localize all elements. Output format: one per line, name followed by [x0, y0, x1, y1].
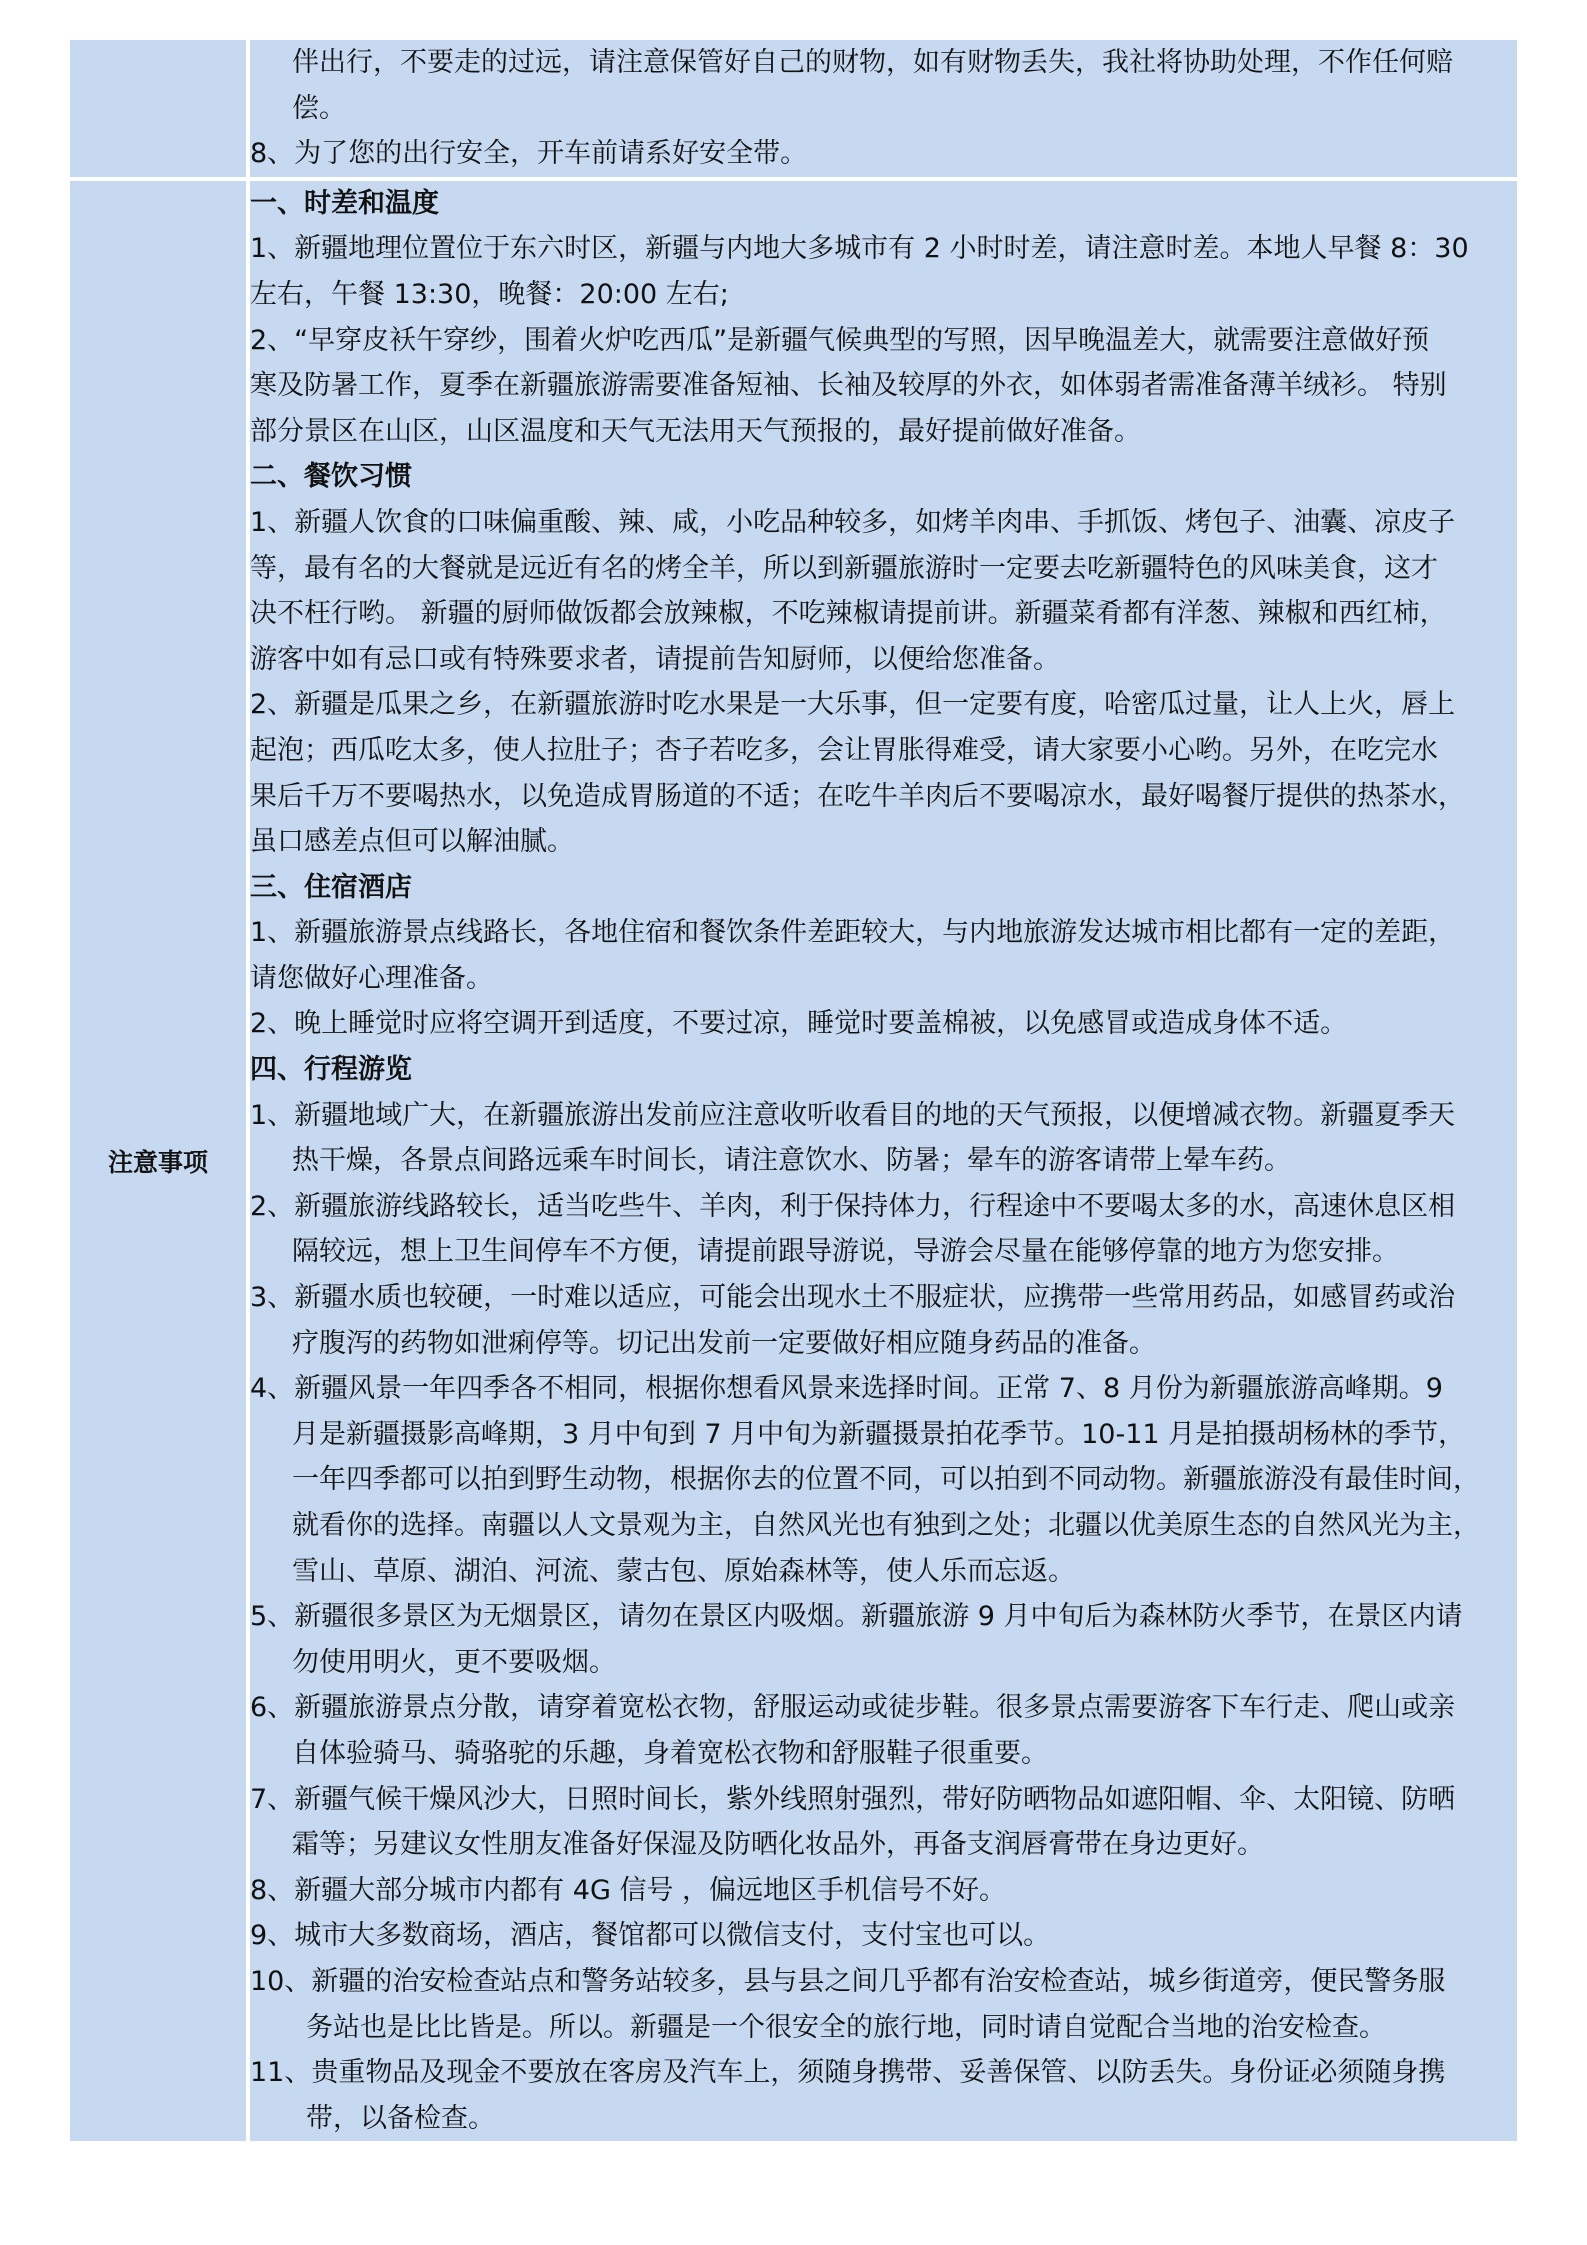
text-line: 决不枉行哟。 新疆的厨师做饭都会放辣椒，不吃辣椒请提前讲。新疆菜肴都有洋葱、辣椒和西红柿，	[250, 598, 1447, 630]
text-line: 1、新疆人饮食的口味偏重酸、辣、咸，小吃品种较多，如烤羊肉串、手抓饭、烤包子、油囊、凉皮子	[250, 506, 1456, 538]
text-line: 一年四季都可以拍到野生动物，根据你去的位置不同，可以拍到不同动物。新疆旅游没有最佳时间，	[292, 1464, 1480, 1496]
text-line: 8、新疆大部分城市内都有 4G 信号 ，偏远地区手机信号不好。	[250, 1874, 1007, 1906]
text-line: 1、新疆旅游景点线路长，各地住宿和餐饮条件差距较大，与内地旅游发达城市相比都有一定的差距，	[250, 917, 1456, 949]
text-line: 2、晚上睡觉时应将空调开到适度，不要过凉，睡觉时要盖棉被，以免感冒或造成身体不适。	[250, 1008, 1348, 1040]
text-line: 3、新疆水质也较硬，一时难以适应，可能会出现水土不服症状，应携带一些常用药品，如感冒药或治	[250, 1282, 1456, 1314]
text-line: 10、新疆的治安检查站点和警务站较多，县与县之间几乎都有治安检查站，城乡街道旁，便民警务服	[250, 1965, 1446, 1997]
text-line: 左右，午餐 13:30，晚餐：20:00 左右;	[250, 278, 729, 310]
text-line: 部分景区在山区，山区温度和天气无法用天气预报的，最好提前做好准备。	[250, 415, 1141, 447]
text-line: 偿。	[292, 92, 346, 124]
text-line: 雪山、草原、湖泊、河流、蒙古包、原始森林等，使人乐而忘返。	[292, 1555, 1075, 1587]
text-line: 隔较远，想上卫生间停车不方便，请提前跟导游说，导游会尽量在能够停靠的地方为您安排。	[292, 1236, 1399, 1268]
text-line: 务站也是比比皆是。所以。新疆是一个很安全的旅行地，同时请自觉配合当地的治安检查。	[306, 2011, 1386, 2043]
text-line: 11、贵重物品及现金不要放在客房及汽车上，须随身携带、妥善保管、以防丢失。身份证必须随身携	[250, 2057, 1446, 2089]
content-cell-notes	[250, 181, 1517, 2142]
text-line: 月是新疆摄影高峰期，3 月中旬到 7 月中旬为新疆摄景拍花季节。10-11 月是拍摄胡杨林的季节，	[292, 1418, 1466, 1450]
text-line: 霜等；另建议女性朋友准备好保湿及防晒化妆品外，再备支润唇膏带在身边更好。	[292, 1829, 1264, 1861]
section-heading: 三、住宿酒店	[250, 871, 412, 903]
text-line: 就看你的选择。南疆以人文景观为主，自然风光也有独到之处；北疆以优美原生态的自然风光为主，	[292, 1510, 1480, 1541]
text-line: 6、新疆旅游景点分散，请穿着宽松衣物，舒服运动或徒步鞋。很多景点需要游客下车行走、爬山或亲	[250, 1692, 1456, 1724]
text-line: 热干燥，各景点间路远乘车时间长，请注意饮水、防暑；晕车的游客请带上晕车药。	[292, 1145, 1291, 1177]
text-line: 8、为了您的出行安全，开车前请系好安全带。	[250, 138, 808, 170]
section-heading: 二、餐饮习惯	[250, 461, 412, 493]
section-heading: 四、行程游览	[250, 1054, 412, 1086]
table-row-top	[70, 40, 1517, 177]
text-line: 疗腹泻的药物如泄痢停等。切记出发前一定要做好相应随身药品的准备。	[292, 1327, 1156, 1359]
text-line: 果后千万不要喝热水，以免造成胃肠道的不适；在吃牛羊肉后不要喝凉水，最好喝餐厅提供的热茶水，	[250, 780, 1465, 812]
row-label-notes: 注意事项	[70, 181, 246, 2142]
text-line: 7、新疆气候干燥风沙大，日照时间长，紫外线照射强烈，带好防晒物品如遮阳帽、伞、太阳镜、防晒	[250, 1783, 1456, 1815]
text-line: 带，以备检查。	[306, 2102, 495, 2134]
text-line: 勿使用明火，更不要吸烟。	[292, 1646, 616, 1678]
text-line: 寒及防暑工作，夏季在新疆旅游需要准备短袖、长袖及较厚的外衣，如体弱者需准备薄羊绒衫。 特别	[250, 370, 1447, 402]
text-line: 伴出行，不要走的过远，请注意保管好自己的财物，如有财物丢失，我社将协助处理，不作任何赔	[292, 47, 1453, 78]
text-line: 5、新疆很多景区为无烟景区，请勿在景区内吸烟。新疆旅游 9 月中旬后为森林防火季节，在景区内请	[250, 1601, 1463, 1633]
table-row-notes	[70, 181, 1517, 2142]
text-line: 自体验骑马、骑骆驼的乐趣，身着宽松衣物和舒服鞋子很重要。	[292, 1737, 1048, 1769]
text-line: 等，最有名的大餐就是远近有名的烤全羊，所以到新疆旅游时一定要去吃新疆特色的风味美食，这才	[250, 552, 1438, 584]
text-line: 请您做好心理准备。	[250, 962, 493, 994]
text-line: 9、城市大多数商场，酒店，餐馆都可以微信支付，支付宝也可以。	[250, 1920, 1051, 1952]
content-cell-top	[250, 40, 1517, 177]
text-line: 2、新疆是瓜果之乡，在新疆旅游时吃水果是一大乐事，但一定要有度，哈密瓜过量，让人上火，唇上	[250, 689, 1456, 721]
text-line: 起泡；西瓜吃太多，使人拉肚子；杏子若吃多，会让胃胀得难受，请大家要小心哟。另外，在吃完水	[250, 734, 1438, 766]
notes-table	[66, 36, 1521, 2145]
text-line: 2、“早穿皮袄午穿纱，围着火炉吃西瓜”是新疆气候典型的写照，因早晚温差大，就需要注意做好预	[250, 324, 1430, 356]
section-heading: 一、时差和温度	[250, 187, 439, 219]
text-line: 4、新疆风景一年四季各不相同，根据你想看风景来选择时间。正常 7、8 月份为新疆旅游高峰期。9	[250, 1373, 1443, 1405]
label-cell-empty	[70, 40, 246, 177]
text-line: 虽口感差点但可以解油腻。	[250, 826, 574, 858]
text-line: 1、新疆地理位置位于东六时区，新疆与内地大多城市有 2 小时时差，请注意时差。本地人早餐 8：30	[250, 233, 1469, 265]
text-line: 1、新疆地域广大，在新疆旅游出发前应注意收听收看目的地的天气预报，以便增减衣物。新疆夏季天	[250, 1099, 1456, 1131]
text-line: 游客中如有忌口或有特殊要求者，请提前告知厨师，以便给您准备。	[250, 643, 1060, 675]
text-line: 2、新疆旅游线路较长，适当吃些牛、羊肉，利于保持体力，行程途中不要喝太多的水，高速休息区相	[250, 1190, 1456, 1222]
